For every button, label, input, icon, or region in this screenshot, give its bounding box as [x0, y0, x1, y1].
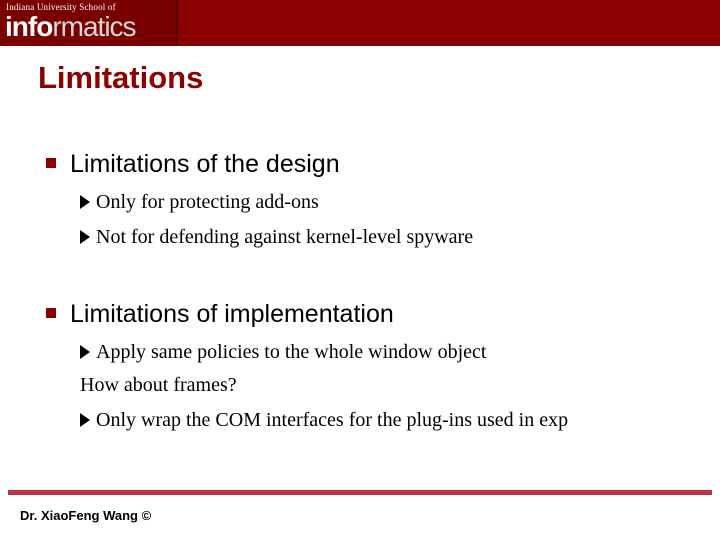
list-item-text: Apply same policies to the whole window object	[96, 341, 487, 363]
section-heading-label: Limitations of implementation	[70, 300, 394, 328]
section-heading-label: Limitations of the design	[70, 150, 340, 178]
section-heading-implementation	[46, 300, 394, 329]
footer-divider	[8, 490, 712, 495]
logo-wordmark-bold: info	[5, 11, 53, 42]
square-bullet-icon	[46, 158, 56, 168]
arrow-bullet-icon	[80, 345, 90, 359]
list-item	[80, 341, 486, 364]
list-item-text: Only for protecting add-ons	[96, 191, 319, 213]
list-note: How about frames?	[80, 374, 237, 396]
arrow-bullet-icon	[80, 413, 90, 427]
logo-wordmark	[5, 10, 136, 44]
list-item	[80, 226, 473, 249]
arrow-bullet-icon	[80, 195, 90, 209]
arrow-bullet-icon	[80, 230, 90, 244]
list-item-text: Not for defending against kernel-level spyware	[96, 226, 474, 248]
logo-subtitle: Indiana University School of	[6, 2, 116, 12]
university-logo	[0, 0, 178, 46]
slide-title: Limitations	[38, 60, 204, 95]
square-bullet-icon	[46, 308, 56, 318]
section-heading-design	[46, 150, 340, 179]
logo-wordmark-light: rmatics	[52, 11, 136, 42]
list-item-text: Only wrap the COM interfaces for the plug-ins used in exp	[96, 409, 569, 431]
list-item	[80, 191, 319, 214]
footer-author: Dr. XiaoFeng Wang ©	[20, 508, 152, 523]
list-item	[80, 409, 568, 432]
